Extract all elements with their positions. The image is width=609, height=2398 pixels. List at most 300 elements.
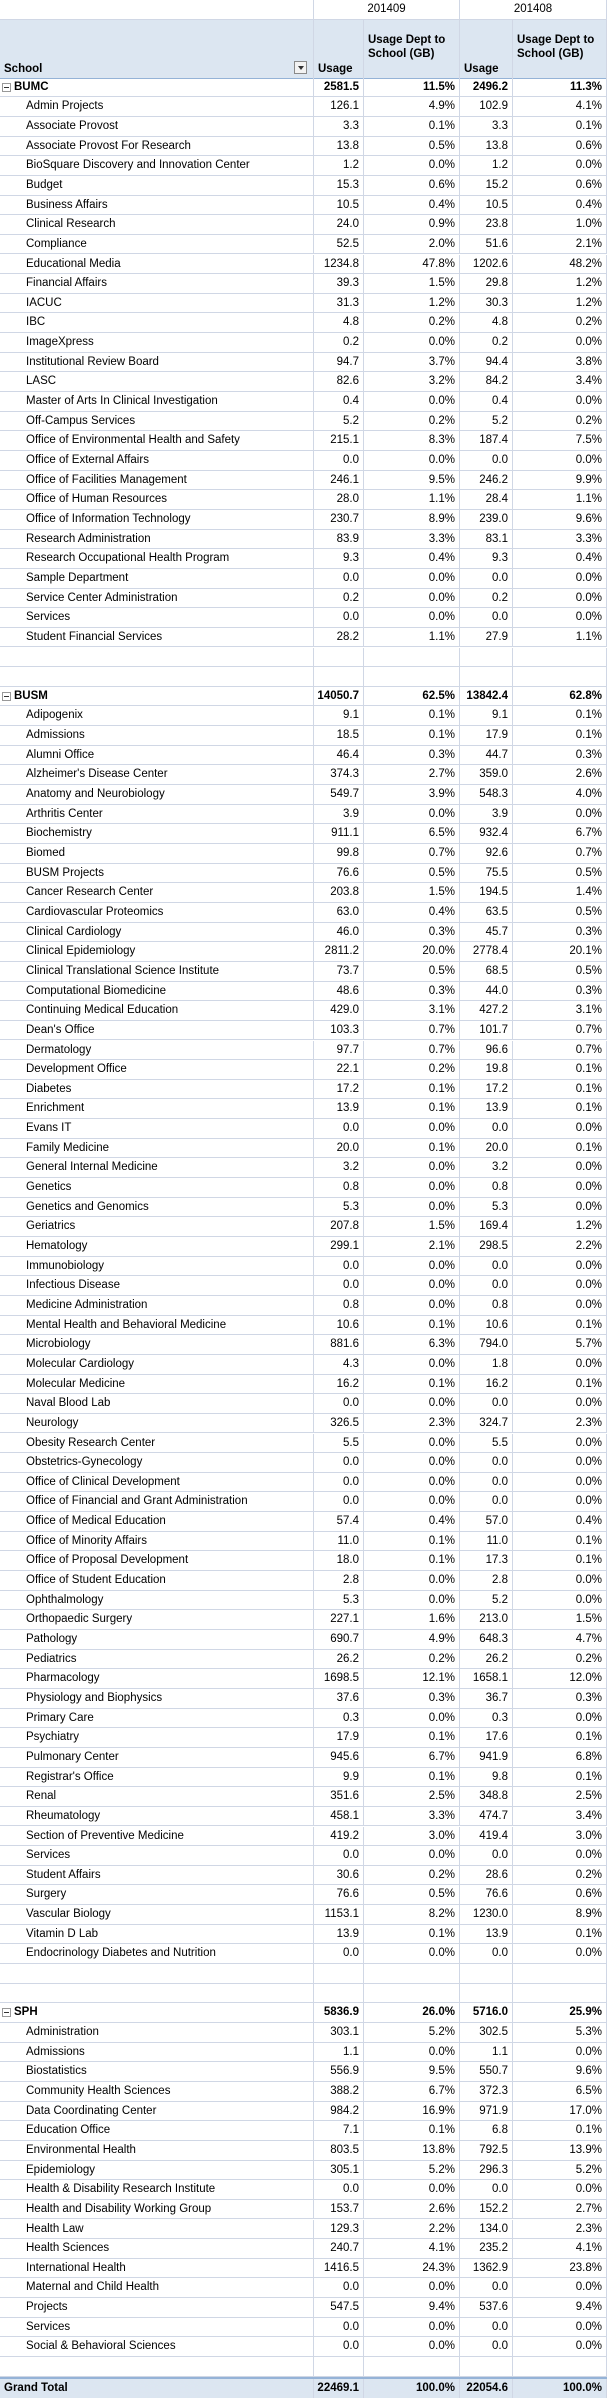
table-row[interactable] xyxy=(0,2278,607,2298)
cell-usage-201408[interactable]: 1.8 xyxy=(460,1355,513,1375)
group-row[interactable] xyxy=(0,687,607,707)
cell-label[interactable]: Clinical Epidemiology xyxy=(0,942,314,962)
cell-pct-201409[interactable]: 0.0% xyxy=(364,1944,460,1964)
cell-usage-201409[interactable]: 17.9 xyxy=(314,1728,364,1748)
cell-usage-201408[interactable]: 0.0 xyxy=(460,2180,513,2200)
cell-usage-201408[interactable]: 101.7 xyxy=(460,1021,513,1041)
cell-label[interactable]: General Internal Medicine xyxy=(0,1158,314,1178)
cell-usage-201409[interactable]: 76.6 xyxy=(314,1885,364,1905)
cell-pct-201409[interactable]: 6.7% xyxy=(364,2082,460,2102)
table-row[interactable] xyxy=(0,294,607,314)
cell-usage-201409[interactable]: 458.1 xyxy=(314,1807,364,1827)
cell-pct-201408[interactable]: 0.0% xyxy=(513,1119,607,1139)
cell-pct-201408[interactable]: 0.7% xyxy=(513,844,607,864)
cell-pct-201409[interactable]: 0.0% xyxy=(364,333,460,353)
cell-label[interactable]: Student Financial Services xyxy=(0,628,314,648)
table-row[interactable] xyxy=(0,1453,607,1473)
cell-usage-201409[interactable]: 52.5 xyxy=(314,235,364,255)
cell-pct-201408[interactable]: 0.3% xyxy=(513,1689,607,1709)
cell-usage-201408[interactable]: 0.0 xyxy=(460,2337,513,2357)
cell-pct-201409[interactable]: 0.0% xyxy=(364,2318,460,2338)
cell-usage-201409[interactable]: 5.3 xyxy=(314,1591,364,1611)
cell-pct-201408[interactable]: 0.5% xyxy=(513,864,607,884)
table-row[interactable] xyxy=(0,1237,607,1257)
cell-pct-201408[interactable]: 0.2% xyxy=(513,313,607,333)
cell-usage-201409[interactable]: 945.6 xyxy=(314,1748,364,1768)
cell-pct-201409[interactable]: 6.5% xyxy=(364,824,460,844)
cell-label[interactable]: Continuing Medical Education xyxy=(0,1001,314,1021)
cell-usage-201409[interactable]: 10.5 xyxy=(314,196,364,216)
cell-pct-201408[interactable]: 12.0% xyxy=(513,1669,607,1689)
cell-label[interactable]: Pathology xyxy=(0,1630,314,1650)
cell-usage-201409[interactable]: 0.0 xyxy=(314,1257,364,1277)
cell-pct-201409[interactable]: 0.1% xyxy=(364,2121,460,2141)
table-row[interactable] xyxy=(0,1434,607,1454)
table-row[interactable] xyxy=(0,196,607,216)
table-row[interactable] xyxy=(0,589,607,609)
cell-usage-201408[interactable]: 134.0 xyxy=(460,2220,513,2240)
cell-pct-201409[interactable]: 0.5% xyxy=(364,137,460,157)
cell-pct-201408[interactable]: 3.8% xyxy=(513,353,607,373)
cell-usage-201408[interactable]: 36.7 xyxy=(460,1689,513,1709)
cell-pct-201409[interactable]: 0.0% xyxy=(364,1591,460,1611)
cell-label[interactable]: Obstetrics-Gynecology xyxy=(0,1453,314,1473)
cell-usage-201409[interactable]: 18.5 xyxy=(314,726,364,746)
cell-label[interactable]: Admissions xyxy=(0,2043,314,2063)
table-row[interactable] xyxy=(0,569,607,589)
cell-label[interactable]: Geriatrics xyxy=(0,1217,314,1237)
cell-pct-201408[interactable]: 0.0% xyxy=(513,1473,607,1493)
cell-label[interactable]: Section of Preventive Medicine xyxy=(0,1827,314,1847)
cell-pct-201408[interactable]: 3.4% xyxy=(513,1807,607,1827)
cell-pct-201408[interactable]: 0.0% xyxy=(513,1846,607,1866)
cell-pct-201409[interactable]: 0.0% xyxy=(364,1846,460,1866)
cell-pct-201409[interactable]: 8.9% xyxy=(364,510,460,530)
cell-usage-201409[interactable]: 10.6 xyxy=(314,1316,364,1336)
cell-label[interactable]: Surgery xyxy=(0,1885,314,1905)
cell-pct-201408[interactable]: 5.7% xyxy=(513,1335,607,1355)
cell-label[interactable]: Primary Care xyxy=(0,1709,314,1729)
cell-usage-201408[interactable]: 298.5 xyxy=(460,1237,513,1257)
table-row[interactable] xyxy=(0,431,607,451)
cell-pct-201408[interactable]: 1.0% xyxy=(513,215,607,235)
table-row[interactable] xyxy=(0,765,607,785)
cell-pct-201408[interactable]: 0.0% xyxy=(513,1944,607,1964)
cell-pct-201408[interactable]: 0.0% xyxy=(513,569,607,589)
cell-usage-201408[interactable]: 30.3 xyxy=(460,294,513,314)
cell-usage-201409[interactable]: 984.2 xyxy=(314,2102,364,2122)
cell-label[interactable]: Office of Medical Education xyxy=(0,1512,314,1532)
cell-pct-201409[interactable]: 0.4% xyxy=(364,903,460,923)
cell-label[interactable]: Services xyxy=(0,608,314,628)
cell-usage-201409[interactable]: 326.5 xyxy=(314,1414,364,1434)
cell-label[interactable]: Office of Minority Affairs xyxy=(0,1532,314,1552)
cell-label[interactable]: Student Affairs xyxy=(0,1866,314,1886)
cell-pct-201408[interactable]: 9.6% xyxy=(513,2062,607,2082)
cell-pct-201408[interactable]: 4.1% xyxy=(513,2239,607,2259)
cell-label[interactable]: Neurology xyxy=(0,1414,314,1434)
cell-pct-201408[interactable]: 0.0% xyxy=(513,2278,607,2298)
cell-pct-201409[interactable]: 0.0% xyxy=(364,1434,460,1454)
cell-pct-201408[interactable]: 2.5% xyxy=(513,1787,607,1807)
table-row[interactable] xyxy=(0,333,607,353)
cell-usage-201408[interactable]: 427.2 xyxy=(460,1001,513,1021)
cell-pct-201408[interactable]: 1.1% xyxy=(513,490,607,510)
cell-usage-201408[interactable]: 45.7 xyxy=(460,923,513,943)
cell-usage-201409[interactable]: 203.8 xyxy=(314,883,364,903)
cell-usage-201409[interactable]: 11.0 xyxy=(314,1532,364,1552)
cell-usage-201408[interactable]: 0.0 xyxy=(460,1453,513,1473)
cell-label[interactable]: Community Health Sciences xyxy=(0,2082,314,2102)
cell-pct-201409[interactable]: 0.0% xyxy=(364,1571,460,1591)
table-row[interactable] xyxy=(0,1709,607,1729)
cell-usage-201409[interactable]: 1.1 xyxy=(314,2043,364,2063)
cell-usage-201408[interactable]: 17.6 xyxy=(460,1728,513,1748)
table-row[interactable] xyxy=(0,1296,607,1316)
cell-pct-201408[interactable]: 0.0% xyxy=(513,1178,607,1198)
cell-pct-201408[interactable]: 2.3% xyxy=(513,2220,607,2240)
cell-usage-201409[interactable]: 46.0 xyxy=(314,923,364,943)
table-row[interactable] xyxy=(0,1689,607,1709)
cell-pct-201409[interactable]: 2.5% xyxy=(364,1787,460,1807)
table-row[interactable] xyxy=(0,962,607,982)
cell-usage-201409[interactable]: 881.6 xyxy=(314,1335,364,1355)
table-row[interactable] xyxy=(0,1257,607,1277)
cell-pct-201408[interactable]: 4.1% xyxy=(513,97,607,117)
cell-usage-201408[interactable]: 1.1 xyxy=(460,2043,513,2063)
cell-pct-201408[interactable]: 11.3% xyxy=(513,78,607,98)
table-row[interactable] xyxy=(0,1414,607,1434)
cell-pct-201409[interactable]: 0.0% xyxy=(364,1158,460,1178)
cell-usage-201408[interactable]: 474.7 xyxy=(460,1807,513,1827)
cell-pct-201408[interactable]: 0.2% xyxy=(513,1866,607,1886)
cell-usage-201409[interactable]: 0.0 xyxy=(314,1944,364,1964)
table-row[interactable] xyxy=(0,608,607,628)
table-row[interactable] xyxy=(0,746,607,766)
cell-label[interactable]: Clinical Research xyxy=(0,215,314,235)
cell-usage-201408[interactable]: 0.3 xyxy=(460,1709,513,1729)
cell-pct-201408[interactable]: 23.8% xyxy=(513,2259,607,2279)
cell-label[interactable]: Environmental Health xyxy=(0,2141,314,2161)
cell-label[interactable]: Biostatistics xyxy=(0,2062,314,2082)
table-row[interactable] xyxy=(0,2062,607,2082)
cell-label[interactable]: Rheumatology xyxy=(0,1807,314,1827)
cell-usage-201409[interactable]: 547.5 xyxy=(314,2298,364,2318)
cell-pct-201408[interactable]: 4.7% xyxy=(513,1630,607,1650)
cell-pct-201409[interactable]: 0.1% xyxy=(364,1551,460,1571)
table-row[interactable] xyxy=(0,2023,607,2043)
cell-usage-201408[interactable]: 23.8 xyxy=(460,215,513,235)
cell-label[interactable]: Genetics xyxy=(0,1178,314,1198)
cell-label[interactable]: BUSM xyxy=(0,687,314,707)
cell-usage-201409[interactable]: 0.0 xyxy=(314,451,364,471)
cell-pct-201409[interactable]: 0.0% xyxy=(364,392,460,412)
cell-usage-201409[interactable]: 0.0 xyxy=(314,1119,364,1139)
cell-pct-201408[interactable]: 3.4% xyxy=(513,372,607,392)
cell-usage-201409[interactable]: 28.0 xyxy=(314,490,364,510)
cell-usage-201408[interactable]: 302.5 xyxy=(460,2023,513,2043)
cell-pct-201409[interactable]: 3.2% xyxy=(364,372,460,392)
cell-usage-201408[interactable]: 94.4 xyxy=(460,353,513,373)
table-row[interactable] xyxy=(0,1001,607,1021)
table-row[interactable] xyxy=(0,156,607,176)
cell-usage-201409[interactable]: 0.0 xyxy=(314,2278,364,2298)
cell-usage-201409[interactable]: 46.4 xyxy=(314,746,364,766)
table-row[interactable] xyxy=(0,2141,607,2161)
cell-pct-201408[interactable]: 0.0% xyxy=(513,451,607,471)
cell-pct-201408[interactable]: 0.0% xyxy=(513,1591,607,1611)
table-row[interactable] xyxy=(0,1650,607,1670)
cell-usage-201409[interactable]: 240.7 xyxy=(314,2239,364,2259)
cell-pct-201408[interactable]: 0.7% xyxy=(513,1041,607,1061)
grand-total-row[interactable] xyxy=(0,2377,607,2398)
table-row[interactable] xyxy=(0,2298,607,2318)
cell-usage-201409[interactable]: 1416.5 xyxy=(314,2259,364,2279)
table-row[interactable] xyxy=(0,1316,607,1336)
cell-pct-201409[interactable]: 0.0% xyxy=(364,589,460,609)
table-row[interactable] xyxy=(0,942,607,962)
cell-usage-201409[interactable]: 31.3 xyxy=(314,294,364,314)
cell-usage-201409[interactable]: 0.0 xyxy=(314,1394,364,1414)
cell-pct-201409[interactable]: 26.0% xyxy=(364,2003,460,2023)
table-row[interactable] xyxy=(0,1591,607,1611)
cell-pct-201409[interactable]: 9.5% xyxy=(364,471,460,491)
cell-usage-201408[interactable]: 20.0 xyxy=(460,1139,513,1159)
cell-pct-201409[interactable]: 0.0% xyxy=(364,2180,460,2200)
cell-label[interactable]: Anatomy and Neurobiology xyxy=(0,785,314,805)
cell-usage-201408[interactable]: 28.4 xyxy=(460,490,513,510)
table-row[interactable] xyxy=(0,1198,607,1218)
table-row[interactable] xyxy=(0,1728,607,1748)
cell-pct-201408[interactable]: 0.7% xyxy=(513,1021,607,1041)
cell-usage-201408[interactable]: 3.9 xyxy=(460,805,513,825)
cell-pct-201408[interactable]: 0.0% xyxy=(513,1296,607,1316)
table-row[interactable] xyxy=(0,1276,607,1296)
cell-usage-201408[interactable]: 0.0 xyxy=(460,1276,513,1296)
cell-usage-201409[interactable]: 0.0 xyxy=(314,608,364,628)
cell-pct-201409[interactable]: 0.0% xyxy=(364,805,460,825)
cell-pct-201409[interactable]: 8.2% xyxy=(364,1905,460,1925)
cell-usage-201409[interactable]: 0.0 xyxy=(314,2180,364,2200)
cell-usage-201408[interactable]: 0.0 xyxy=(460,2318,513,2338)
table-row[interactable] xyxy=(0,2318,607,2338)
cell-pct-201408[interactable]: 6.8% xyxy=(513,1748,607,1768)
cell-pct-201409[interactable]: 0.1% xyxy=(364,706,460,726)
cell-usage-201408[interactable]: 5.2 xyxy=(460,412,513,432)
cell-usage-201408[interactable]: 194.5 xyxy=(460,883,513,903)
cell-usage-201408[interactable]: 76.6 xyxy=(460,1885,513,1905)
table-row[interactable] xyxy=(0,844,607,864)
cell-usage-201409[interactable]: 419.2 xyxy=(314,1827,364,1847)
cell-label[interactable]: Admin Projects xyxy=(0,97,314,117)
cell-pct-201408[interactable]: 17.0% xyxy=(513,2102,607,2122)
cell-usage-201408[interactable]: 537.6 xyxy=(460,2298,513,2318)
table-row[interactable] xyxy=(0,274,607,294)
cell-pct-201409[interactable]: 47.8% xyxy=(364,255,460,275)
table-row[interactable] xyxy=(0,235,607,255)
cell-pct-201409[interactable]: 1.6% xyxy=(364,1610,460,1630)
cell-usage-201409[interactable]: 153.7 xyxy=(314,2200,364,2220)
cell-label[interactable]: Master of Arts In Clinical Investigation xyxy=(0,392,314,412)
cell-usage-201409[interactable]: 0.0 xyxy=(314,1453,364,1473)
cell-usage-201408[interactable]: 0.0 xyxy=(460,1473,513,1493)
cell-pct-201409[interactable]: 0.1% xyxy=(364,1925,460,1945)
cell-label[interactable]: Cardiovascular Proteomics xyxy=(0,903,314,923)
cell-pct-201409[interactable]: 16.9% xyxy=(364,2102,460,2122)
cell-pct-201409[interactable]: 0.0% xyxy=(364,451,460,471)
cell-usage-201409[interactable]: 37.6 xyxy=(314,1689,364,1709)
cell-pct-201409[interactable]: 3.9% xyxy=(364,785,460,805)
table-row[interactable] xyxy=(0,490,607,510)
cell-label[interactable]: Education Office xyxy=(0,2121,314,2141)
cell-pct-201409[interactable]: 0.3% xyxy=(364,982,460,1002)
cell-usage-201408[interactable]: 63.5 xyxy=(460,903,513,923)
cell-pct-201409[interactable]: 12.1% xyxy=(364,1669,460,1689)
cell-usage-201408[interactable]: 0.0 xyxy=(460,1394,513,1414)
usage-header-201409[interactable]: Usage xyxy=(314,20,364,78)
cell-label[interactable]: International Health xyxy=(0,2259,314,2279)
cell-pct-201409[interactable]: 0.4% xyxy=(364,1512,460,1532)
cell-label[interactable]: BUMC xyxy=(0,78,314,98)
cell-label[interactable]: Health Law xyxy=(0,2220,314,2240)
cell-usage-201408[interactable]: 187.4 xyxy=(460,431,513,451)
cell-pct-201409[interactable]: 0.0% xyxy=(364,1119,460,1139)
cell-usage-201408[interactable]: 13.9 xyxy=(460,1925,513,1945)
cell-usage-201409[interactable]: 374.3 xyxy=(314,765,364,785)
cell-pct-201408[interactable]: 0.6% xyxy=(513,137,607,157)
cell-pct-201409[interactable]: 0.7% xyxy=(364,1041,460,1061)
table-row[interactable] xyxy=(0,1905,607,1925)
cell-usage-201409[interactable]: 230.7 xyxy=(314,510,364,530)
table-row[interactable] xyxy=(0,1139,607,1159)
cell-usage-201408[interactable]: 1362.9 xyxy=(460,2259,513,2279)
cell-pct-201409[interactable]: 0.6% xyxy=(364,176,460,196)
cell-pct-201409[interactable]: 0.4% xyxy=(364,196,460,216)
cell-pct-201409[interactable]: 0.1% xyxy=(364,1099,460,1119)
table-row[interactable] xyxy=(0,2220,607,2240)
cell-pct-201408[interactable]: 0.0% xyxy=(513,1434,607,1454)
table-row[interactable] xyxy=(0,1532,607,1552)
cell-usage-201408[interactable]: 16.2 xyxy=(460,1375,513,1395)
cell-label[interactable]: Research Occupational Health Program xyxy=(0,549,314,569)
cell-usage-201408[interactable]: 51.6 xyxy=(460,235,513,255)
cell-usage-201409[interactable]: 129.3 xyxy=(314,2220,364,2240)
cell-usage-201409[interactable]: 13.8 xyxy=(314,137,364,157)
cell-pct-201408[interactable]: 0.0% xyxy=(513,1276,607,1296)
cell-usage-201409[interactable]: 246.1 xyxy=(314,471,364,491)
table-row[interactable] xyxy=(0,1630,607,1650)
cell-pct-201409[interactable]: 20.0% xyxy=(364,942,460,962)
cell-pct-201409[interactable]: 1.5% xyxy=(364,883,460,903)
cell-usage-201408[interactable]: 4.8 xyxy=(460,313,513,333)
cell-label[interactable]: BUSM Projects xyxy=(0,864,314,884)
cell-pct-201409[interactable]: 0.9% xyxy=(364,215,460,235)
table-row[interactable] xyxy=(0,176,607,196)
cell-usage-201409[interactable]: 17.2 xyxy=(314,1080,364,1100)
cell-usage-201408[interactable]: 296.3 xyxy=(460,2161,513,2181)
cell-label[interactable]: Budget xyxy=(0,176,314,196)
cell-usage-201408[interactable]: 0.0 xyxy=(460,569,513,589)
cell-usage-201408[interactable]: 971.9 xyxy=(460,2102,513,2122)
cell-usage-201409[interactable]: 94.7 xyxy=(314,353,364,373)
cell-usage-201408[interactable]: 0.2 xyxy=(460,589,513,609)
cell-usage-201409[interactable]: 2.8 xyxy=(314,1571,364,1591)
cell-pct-201408[interactable]: 0.0% xyxy=(513,2180,607,2200)
cell-pct-201409[interactable]: 4.9% xyxy=(364,97,460,117)
cell-pct-201409[interactable]: 2.0% xyxy=(364,235,460,255)
cell-pct-201409[interactable]: 0.2% xyxy=(364,1866,460,1886)
cell-usage-201409[interactable]: 690.7 xyxy=(314,1630,364,1650)
cell-pct-201409[interactable]: 0.1% xyxy=(364,1728,460,1748)
cell-usage-201408[interactable]: 92.6 xyxy=(460,844,513,864)
cell-usage-201408[interactable]: 794.0 xyxy=(460,1335,513,1355)
cell-usage-201409[interactable]: 76.6 xyxy=(314,864,364,884)
cell-label[interactable]: Physiology and Biophysics xyxy=(0,1689,314,1709)
cell-label[interactable]: Business Affairs xyxy=(0,196,314,216)
cell-usage-201409[interactable]: 7.1 xyxy=(314,2121,364,2141)
cell-usage-201409[interactable]: 911.1 xyxy=(314,824,364,844)
cell-pct-201408[interactable]: 0.1% xyxy=(513,1728,607,1748)
cell-pct-201409[interactable]: 0.3% xyxy=(364,746,460,766)
cell-pct-201409[interactable]: 3.1% xyxy=(364,1001,460,1021)
cell-pct-201408[interactable]: 0.0% xyxy=(513,333,607,353)
table-row[interactable] xyxy=(0,471,607,491)
cell-pct-201408[interactable]: 6.5% xyxy=(513,2082,607,2102)
cell-pct-201408[interactable]: 0.1% xyxy=(513,1099,607,1119)
cell-usage-201409[interactable]: 48.6 xyxy=(314,982,364,1002)
cell-pct-201409[interactable]: 1.5% xyxy=(364,274,460,294)
cell-pct-201409[interactable]: 0.3% xyxy=(364,1689,460,1709)
cell-pct-201408[interactable]: 2.1% xyxy=(513,235,607,255)
cell-pct-201408[interactable]: 9.6% xyxy=(513,510,607,530)
cell-label[interactable]: Alzheimer's Disease Center xyxy=(0,765,314,785)
cell-label[interactable]: Cancer Research Center xyxy=(0,883,314,903)
cell-pct-201408[interactable]: 0.0% xyxy=(513,1492,607,1512)
cell-label[interactable]: Biochemistry xyxy=(0,824,314,844)
cell-usage-201408[interactable]: 235.2 xyxy=(460,2239,513,2259)
filter-dropdown-icon[interactable] xyxy=(294,61,307,74)
cell-usage-201408[interactable]: 102.9 xyxy=(460,97,513,117)
cell-pct-201409[interactable]: 0.4% xyxy=(364,549,460,569)
cell-label[interactable]: Naval Blood Lab xyxy=(0,1394,314,1414)
table-row[interactable] xyxy=(0,903,607,923)
cell-label[interactable]: Service Center Administration xyxy=(0,589,314,609)
cell-pct-201408[interactable]: 0.3% xyxy=(513,982,607,1002)
cell-usage-201409[interactable]: 299.1 xyxy=(314,1237,364,1257)
cell-pct-201409[interactable]: 2.6% xyxy=(364,2200,460,2220)
cell-pct-201409[interactable]: 0.5% xyxy=(364,864,460,884)
cell-label[interactable]: Diabetes xyxy=(0,1080,314,1100)
cell-pct-201408[interactable]: 0.1% xyxy=(513,1316,607,1336)
table-row[interactable] xyxy=(0,805,607,825)
cell-usage-201408[interactable]: 15.2 xyxy=(460,176,513,196)
cell-label[interactable]: Financial Affairs xyxy=(0,274,314,294)
table-row[interactable] xyxy=(0,97,607,117)
cell-pct-201408[interactable]: 0.4% xyxy=(513,196,607,216)
table-row[interactable] xyxy=(0,313,607,333)
cell-label[interactable]: Services xyxy=(0,1846,314,1866)
cell-usage-201408[interactable]: 19.8 xyxy=(460,1060,513,1080)
group-row[interactable] xyxy=(0,2003,607,2023)
cell-label[interactable]: Genetics and Genomics xyxy=(0,1198,314,1218)
cell-usage-201409[interactable]: 1.2 xyxy=(314,156,364,176)
cell-usage-201409[interactable]: 0.0 xyxy=(314,2337,364,2357)
table-row[interactable] xyxy=(0,1885,607,1905)
table-row[interactable] xyxy=(0,372,607,392)
cell-pct-201408[interactable]: 3.3% xyxy=(513,530,607,550)
cell-usage-201409[interactable]: 549.7 xyxy=(314,785,364,805)
cell-label[interactable]: LASC xyxy=(0,372,314,392)
